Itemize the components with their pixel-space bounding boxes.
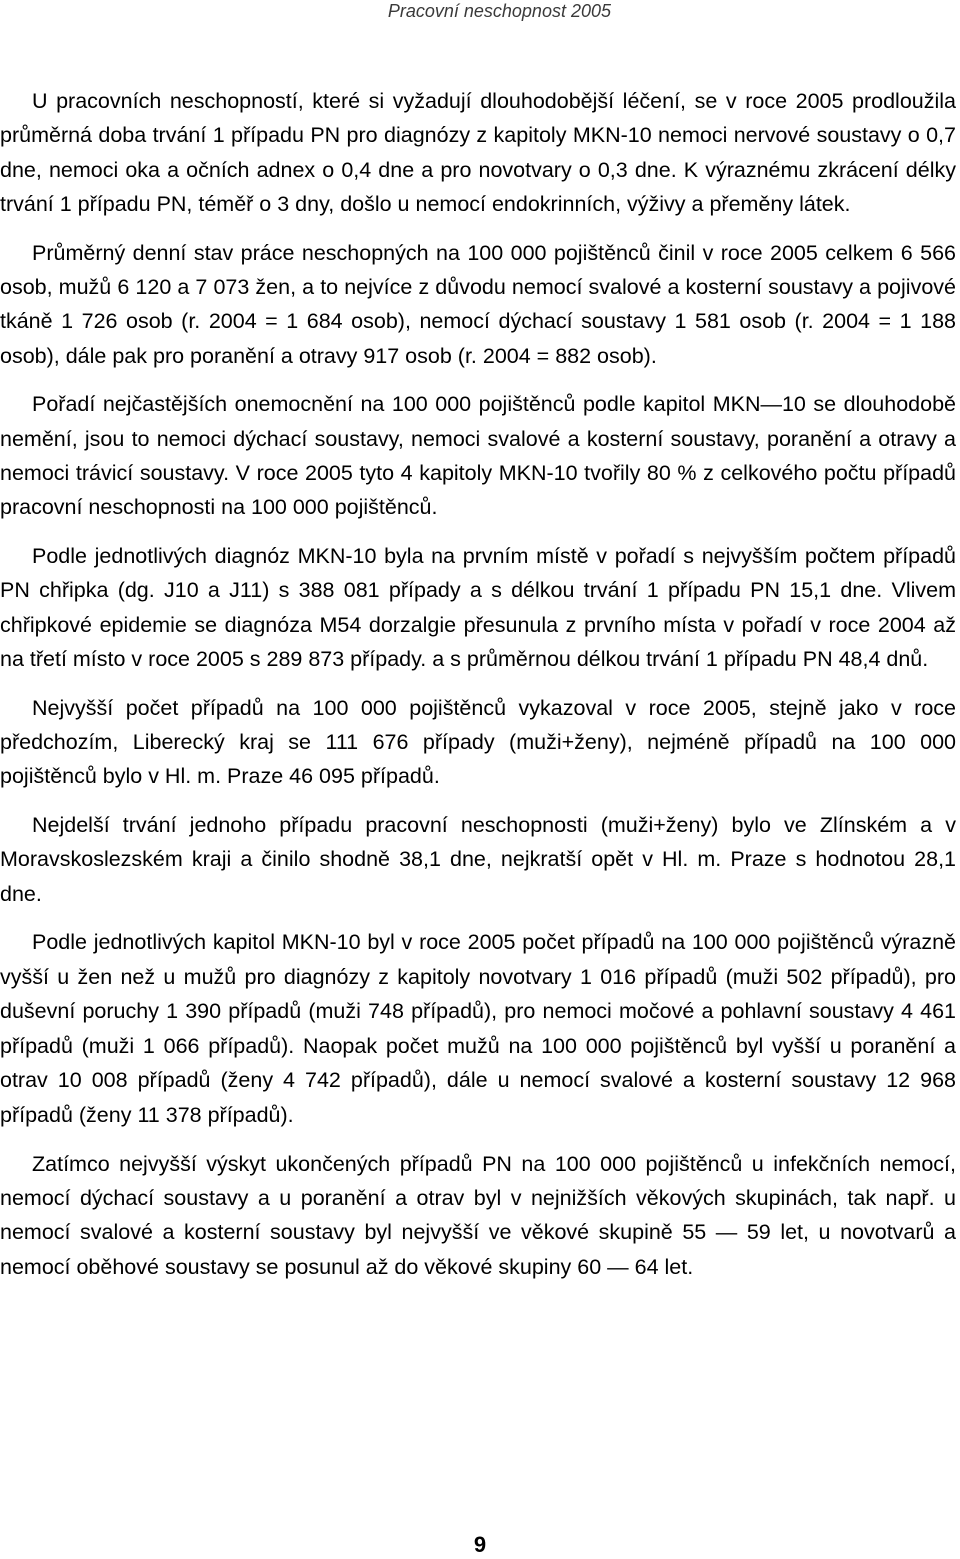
paragraph-diagnoses-ranking: Podle jednotlivých diagnóz MKN-10 byla na prvním místě v pořadí s nejvyšším počtem případů PN chřipka (dg. J10 a J11) s 388 081 případy a s délkou trvání 1 případu PN 15,1 dne. Vlivem chřipkové epidemie se diagnóza M54 dorzalgie přesunula z prvního místa v pořadí v roce 2004 až na třetí místo v roce 2005 s 289 873 případy. a s průměrnou délkou trvání 1 případu PN 48,4 dnů. — [0, 543, 956, 672]
paragraph-most-common-diseases: Pořadí nejčastějších onemocnění na 100 000 pojištěnců podle kapitol MKN—10 se dlouhodobě nemění, jsou to nemoci dýchací soustavy, nemoci svalové a kosterní soustavy, poranění a otravy a nemoci trávicí soustavy. V roce 2005 tyto 4 kapitoly MKN-10 tvořily 80 % z celkového počtu případů pracovní neschopnosti na 100 000 pojištěnců. — [0, 392, 956, 520]
page-number: 9 — [473, 1532, 487, 1557]
document-body — [0, 84, 956, 1298]
paragraph-age-groups: Zatímco nejvyšší výskyt ukončených případů PN na 100 000 pojištěnců u infekčních nemocí, nemocí dýchací soustavy a u poranění a otrav byl v nejnižších věkových skupinách, tak např. u nemocí svalové a kosterní soustavy byl nejvyšší ve věkové skupině 55 — 59 let, u novotvarů a nemocí oběhové soustavy se posunul až do věkové skupiny 60 — 64 let. — [0, 1151, 956, 1279]
running-header: Pracovní neschopnost 2005 — [387, 1, 611, 21]
paragraph-regions-longest-duration: Nejdelší trvání jednoho případu pracovní neschopnosti (muži+ženy) bylo ve Zlínském a v Moravskoslezském kraji a činilo shodně 38,1 dne, nejkratší opět v Hl. m. Praze s hodnotou 28,1 dne. — [0, 812, 956, 906]
paragraph-daily-incapacity-state: Průměrný denní stav práce neschopných na 100 000 pojištěnců činil v roce 2005 celkem 6 566 osob, mužů 6 120 a 7 073 žen, a to nejvíce z důvodu nemocí svalové a kosterní soustavy a pojivové tkáně 1 726 osob (r. 2004 = 1 684 osob), nemocí dýchací soustavy 1 581 osob (r. 2004 = 1 188 osob), dále pak pro poranění a otravy 917 osob (r. 2004 = 882 osob). — [0, 240, 956, 368]
paragraph-regions-highest-cases: Nejvyšší počet případů na 100 000 pojištěnců vykazoval v roce 2005, stejně jako v roce předchozím, Liberecký kraj se 111 676 případy (muži+ženy), nejméně případů na 100 000 pojištěnců bylo v Hl. m. Praze 46 095 případů. — [0, 695, 956, 789]
paragraph-pn-duration-changes: U pracovních neschopností, které si vyžadují dlouhodobější léčení, se v roce 2005 prodloužila průměrná doba trvání 1 případu PN pro diagnózy z kapitoly MKN-10 nemoci nervové soustavy o 0,7 dne, nemoci oka a očních adnex o 0,4 dne a pro novotvary o 0,3 dne. K výraznému zkrácení délky trvání 1 případu PN, téměř o 3 dny, došlo u nemocí endokrinních, výživy a přeměny látek. — [0, 89, 956, 217]
paragraph-gender-differences: Podle jednotlivých kapitol MKN-10 byl v roce 2005 počet případů na 100 000 pojištěnců výrazně vyšší u žen než u mužů pro diagnózy z kapitoly novotvary 1 016 případů (muži 502 případů), pro duševní poruchy 1 390 případů (muži 748 případů), pro nemoci močové a pohlavní soustavy 4 461 případů (muži 1 066 případů). Naopak počet mužů na 100 000 pojištěnců byl vyšší u poranění a otrav 10 008 případů (ženy 4 742 případů), dále u nemocí svalové a kosterní soustavy 12 968 případů (ženy 11 378 případů). — [0, 929, 956, 1127]
